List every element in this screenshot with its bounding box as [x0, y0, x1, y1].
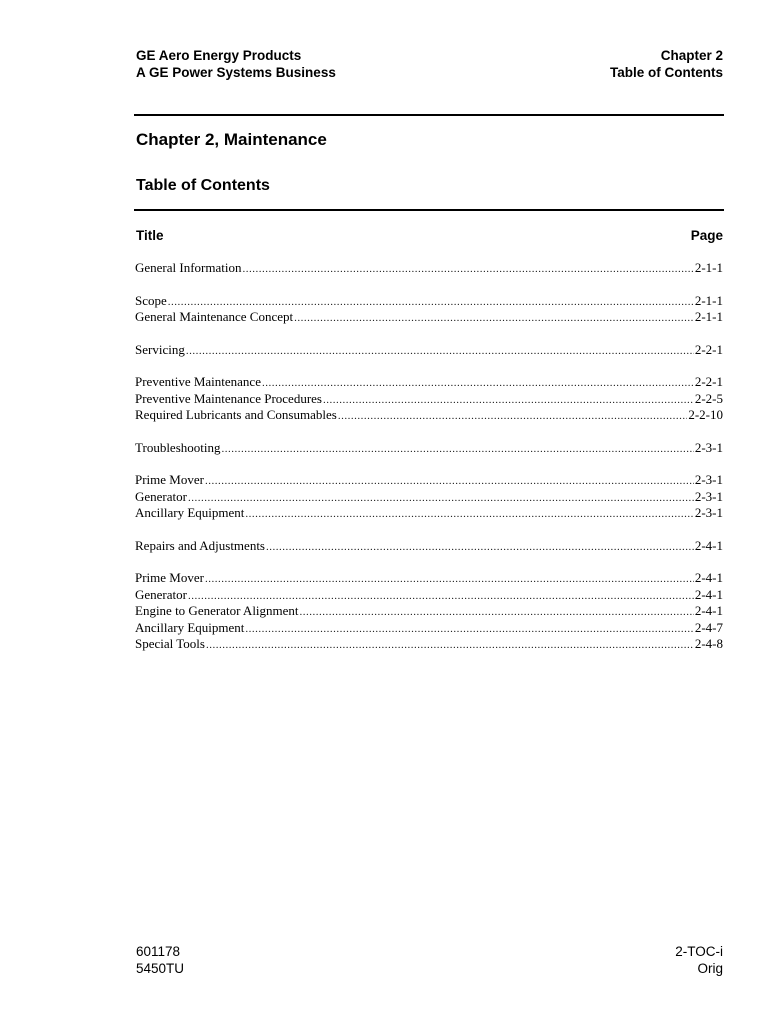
dot-leader — [206, 637, 694, 653]
header-right — [610, 47, 723, 81]
toc-entry[interactable] — [135, 260, 723, 277]
column-header-title: Title — [136, 228, 164, 243]
document-number: 601178 — [136, 944, 181, 959]
toc-entry-label: Preventive Maintenance — [135, 374, 261, 389]
toc-entry-label: Scope — [135, 292, 167, 308]
toc-entry-page: 2-3-1 — [694, 488, 723, 504]
toc-entry[interactable] — [135, 538, 723, 555]
toc-entry-page: 2-4-1 — [694, 570, 723, 585]
toc-entry-label: Preventive Maintenance Procedures — [135, 390, 322, 406]
toc-entry-label: Special Tools — [135, 636, 205, 651]
toc-entry-label: Ancillary Equipment — [135, 505, 245, 520]
toc-entry-label: Prime Mover — [135, 472, 204, 487]
toc-entry-page: 2-1-1 — [694, 309, 723, 324]
dot-leader — [242, 261, 693, 277]
toc-entry-page: 2-3-1 — [694, 472, 723, 487]
toc-entry[interactable] — [135, 407, 723, 424]
dot-leader — [188, 588, 694, 604]
toc-entry-page: 2-4-1 — [694, 603, 723, 618]
toc-entry-page: 2-3-1 — [694, 439, 723, 455]
dot-leader — [300, 604, 694, 620]
toc-entry-label: General Information — [135, 260, 242, 275]
header-section: Table of Contents — [610, 65, 723, 80]
toc-entry[interactable] — [135, 570, 723, 587]
toc-entry-label: Servicing — [135, 341, 185, 357]
toc-entry[interactable] — [135, 440, 723, 457]
company-name: GE Aero Energy Products — [136, 48, 302, 63]
toc-divider — [134, 209, 724, 211]
toc-entry-page: 2-4-1 — [694, 537, 723, 553]
header-left — [136, 47, 336, 81]
model-number: 5450TU — [136, 960, 185, 976]
dot-leader — [188, 490, 694, 506]
toc-entry[interactable] — [135, 636, 723, 653]
toc-entry[interactable] — [135, 391, 723, 408]
column-header-page: Page — [690, 228, 723, 243]
toc-entry[interactable] — [135, 342, 723, 359]
toc-entry[interactable] — [135, 472, 723, 489]
page-number: 2-TOC-i — [675, 944, 723, 959]
toc-entry-label: Prime Mover — [135, 570, 204, 585]
toc-entry-page: 2-3-1 — [694, 505, 723, 520]
toc-entry[interactable] — [135, 293, 723, 310]
dot-leader — [186, 343, 694, 359]
top-divider — [134, 114, 724, 116]
toc-list — [135, 260, 723, 653]
toc-entry[interactable] — [135, 489, 723, 506]
dot-leader — [245, 621, 693, 637]
toc-entry-page: 2-2-5 — [694, 390, 723, 406]
dot-leader — [245, 506, 693, 522]
toc-entry-label: Generator — [135, 488, 187, 504]
dot-leader — [205, 473, 694, 489]
toc-entry-page: 2-2-10 — [688, 407, 723, 422]
toc-entry-page: 2-2-1 — [694, 374, 723, 389]
dot-leader — [338, 408, 688, 424]
dot-leader — [221, 441, 693, 457]
toc-entry[interactable] — [135, 620, 723, 637]
toc-entry-label: General Maintenance Concept — [135, 309, 294, 324]
toc-entry-page: 2-2-1 — [694, 341, 723, 357]
dot-leader — [294, 310, 694, 326]
toc-entry-page: 2-4-7 — [694, 619, 723, 635]
toc-entry-label: Required Lubricants and Consumables — [135, 407, 337, 422]
header-chapter: Chapter 2 — [660, 48, 723, 63]
footer-left — [136, 944, 184, 977]
revision-status: Orig — [697, 960, 723, 976]
toc-entry[interactable] — [135, 505, 723, 522]
dot-leader — [168, 294, 694, 310]
toc-entry-page: 2-4-1 — [694, 586, 723, 602]
toc-entry[interactable] — [135, 309, 723, 326]
toc-entry[interactable] — [135, 587, 723, 604]
company-division: A GE Power Systems Business — [136, 65, 336, 80]
footer-right — [675, 944, 723, 977]
toc-entry-label: Engine to Generator Alignment — [135, 603, 299, 618]
dot-leader — [323, 392, 694, 408]
toc-entry-label: Repairs and Adjustments — [135, 537, 265, 553]
toc-title: Table of Contents — [136, 177, 270, 194]
toc-entry-label: Generator — [135, 586, 187, 602]
toc-entry-page: 2-1-1 — [694, 292, 723, 308]
toc-entry-page: 2-1-1 — [694, 260, 723, 275]
dot-leader — [266, 539, 694, 555]
toc-entry-label: Ancillary Equipment — [135, 619, 245, 635]
chapter-title: Chapter 2, Maintenance — [136, 130, 327, 149]
toc-entry[interactable] — [135, 374, 723, 391]
toc-entry[interactable] — [135, 603, 723, 620]
toc-entry-page: 2-4-8 — [694, 636, 723, 651]
toc-entry-label: Troubleshooting — [135, 439, 221, 455]
dot-leader — [262, 375, 694, 391]
dot-leader — [205, 571, 694, 587]
